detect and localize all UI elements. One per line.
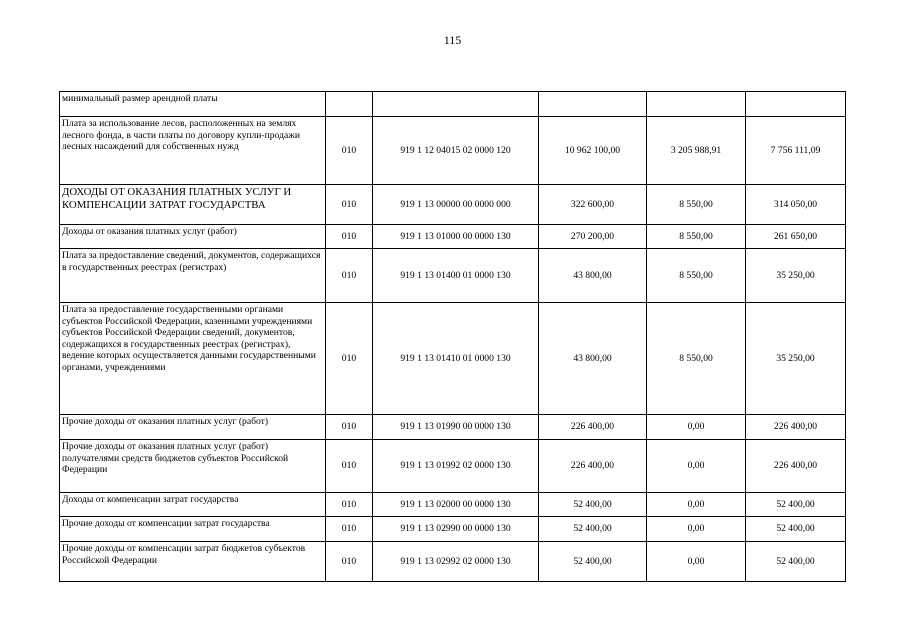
executed-amount-cell: 0,00 [647, 440, 746, 493]
remaining-amount-cell: 35 250,00 [746, 303, 846, 415]
table-row [60, 303, 846, 415]
row-name-cell: Прочие доходы от компенсации затрат бюджетов субъектов Российской Федерации [60, 542, 326, 582]
row-name-cell: Прочие доходы от оказания платных услуг (работ) [60, 415, 326, 440]
table-row [60, 185, 846, 225]
executed-amount-cell: 0,00 [647, 517, 746, 542]
row-name-cell: минимальный размер арендной платы [60, 92, 326, 117]
planned-amount-cell: 10 962 100,00 [539, 117, 647, 185]
table-row [60, 542, 846, 582]
row-name-cell: ДОХОДЫ ОТ ОКАЗАНИЯ ПЛАТНЫХ УСЛУГ И КОМПЕНСАЦИИ ЗАТРАТ ГОСУДАРСТВА [60, 185, 326, 225]
planned-amount-cell: 52 400,00 [539, 542, 647, 582]
admin-code-cell: 010 [326, 542, 373, 582]
executed-amount-cell: 0,00 [647, 415, 746, 440]
executed-amount-cell: 3 205 988,91 [647, 117, 746, 185]
admin-code-cell: 010 [326, 249, 373, 303]
admin-code-cell: 010 [326, 117, 373, 185]
row-name-cell: Плата за использование лесов, расположенных на землях лесного фонда, в части платы по договору купли-продажи лесных насаждений для собственных нужд [60, 117, 326, 185]
planned-amount-cell [539, 92, 647, 117]
budget-code-cell: 919 1 12 04015 02 0000 120 [373, 117, 539, 185]
remaining-amount-cell: 261 650,00 [746, 225, 846, 249]
budget-code-cell: 919 1 13 01000 00 0000 130 [373, 225, 539, 249]
row-name-cell: Прочие доходы от компенсации затрат государства [60, 517, 326, 542]
executed-amount-cell: 8 550,00 [647, 249, 746, 303]
executed-amount-cell: 8 550,00 [647, 225, 746, 249]
remaining-amount-cell: 52 400,00 [746, 542, 846, 582]
executed-amount-cell: 0,00 [647, 542, 746, 582]
planned-amount-cell: 52 400,00 [539, 517, 647, 542]
budget-code-cell: 919 1 13 01400 01 0000 130 [373, 249, 539, 303]
admin-code-cell: 010 [326, 303, 373, 415]
row-name-cell: Доходы от оказания платных услуг (работ) [60, 225, 326, 249]
admin-code-cell [326, 92, 373, 117]
table-row [60, 225, 846, 249]
admin-code-cell: 010 [326, 517, 373, 542]
admin-code-cell: 010 [326, 493, 373, 517]
table-row [60, 117, 846, 185]
budget-code-cell: 919 1 13 01992 02 0000 130 [373, 440, 539, 493]
budget-code-cell [373, 92, 539, 117]
row-name-cell: Прочие доходы от оказания платных услуг (работ) получателями средств бюджетов субъектов Российской Федерации [60, 440, 326, 493]
row-name-cell: Плата за предоставление сведений, документов, содержащихся в государственных реестрах (регистрах) [60, 249, 326, 303]
table-row [60, 440, 846, 493]
remaining-amount-cell: 35 250,00 [746, 249, 846, 303]
remaining-amount-cell: 7 756 111,09 [746, 117, 846, 185]
admin-code-cell: 010 [326, 440, 373, 493]
planned-amount-cell: 226 400,00 [539, 415, 647, 440]
admin-code-cell: 010 [326, 225, 373, 249]
executed-amount-cell: 8 550,00 [647, 185, 746, 225]
revenue-table [59, 91, 846, 582]
table-row [60, 493, 846, 517]
admin-code-cell: 010 [326, 185, 373, 225]
budget-code-cell: 919 1 13 01410 01 0000 130 [373, 303, 539, 415]
budget-code-cell: 919 1 13 02000 00 0000 130 [373, 493, 539, 517]
remaining-amount-cell: 52 400,00 [746, 517, 846, 542]
remaining-amount-cell [746, 92, 846, 117]
planned-amount-cell: 43 800,00 [539, 249, 647, 303]
table-row [60, 415, 846, 440]
budget-code-cell: 919 1 13 02992 02 0000 130 [373, 542, 539, 582]
budget-code-cell: 919 1 13 00000 00 0000 000 [373, 185, 539, 225]
executed-amount-cell: 8 550,00 [647, 303, 746, 415]
planned-amount-cell: 52 400,00 [539, 493, 647, 517]
budget-code-cell: 919 1 13 02990 00 0000 130 [373, 517, 539, 542]
page-number: 115 [443, 33, 462, 47]
planned-amount-cell: 43 800,00 [539, 303, 647, 415]
remaining-amount-cell: 226 400,00 [746, 415, 846, 440]
row-name-cell: Доходы от компенсации затрат государства [60, 493, 326, 517]
admin-code-cell: 010 [326, 415, 373, 440]
executed-amount-cell [647, 92, 746, 117]
planned-amount-cell: 270 200,00 [539, 225, 647, 249]
executed-amount-cell: 0,00 [647, 493, 746, 517]
remaining-amount-cell: 226 400,00 [746, 440, 846, 493]
row-name-cell: Плата за предоставление государственными органами субъектов Российской Федерации, казенными учреждениями субъектов Российской Федерации сведений, документов, содержащихся в государственных реестрах (регистрах), ведение которых осуществляется данными государственными органами, учреждениями [60, 303, 326, 415]
planned-amount-cell: 226 400,00 [539, 440, 647, 493]
remaining-amount-cell: 314 050,00 [746, 185, 846, 225]
table-row [60, 249, 846, 303]
table-row [60, 92, 846, 117]
remaining-amount-cell: 52 400,00 [746, 493, 846, 517]
table-row [60, 517, 846, 542]
planned-amount-cell: 322 600,00 [539, 185, 647, 225]
budget-code-cell: 919 1 13 01990 00 0000 130 [373, 415, 539, 440]
